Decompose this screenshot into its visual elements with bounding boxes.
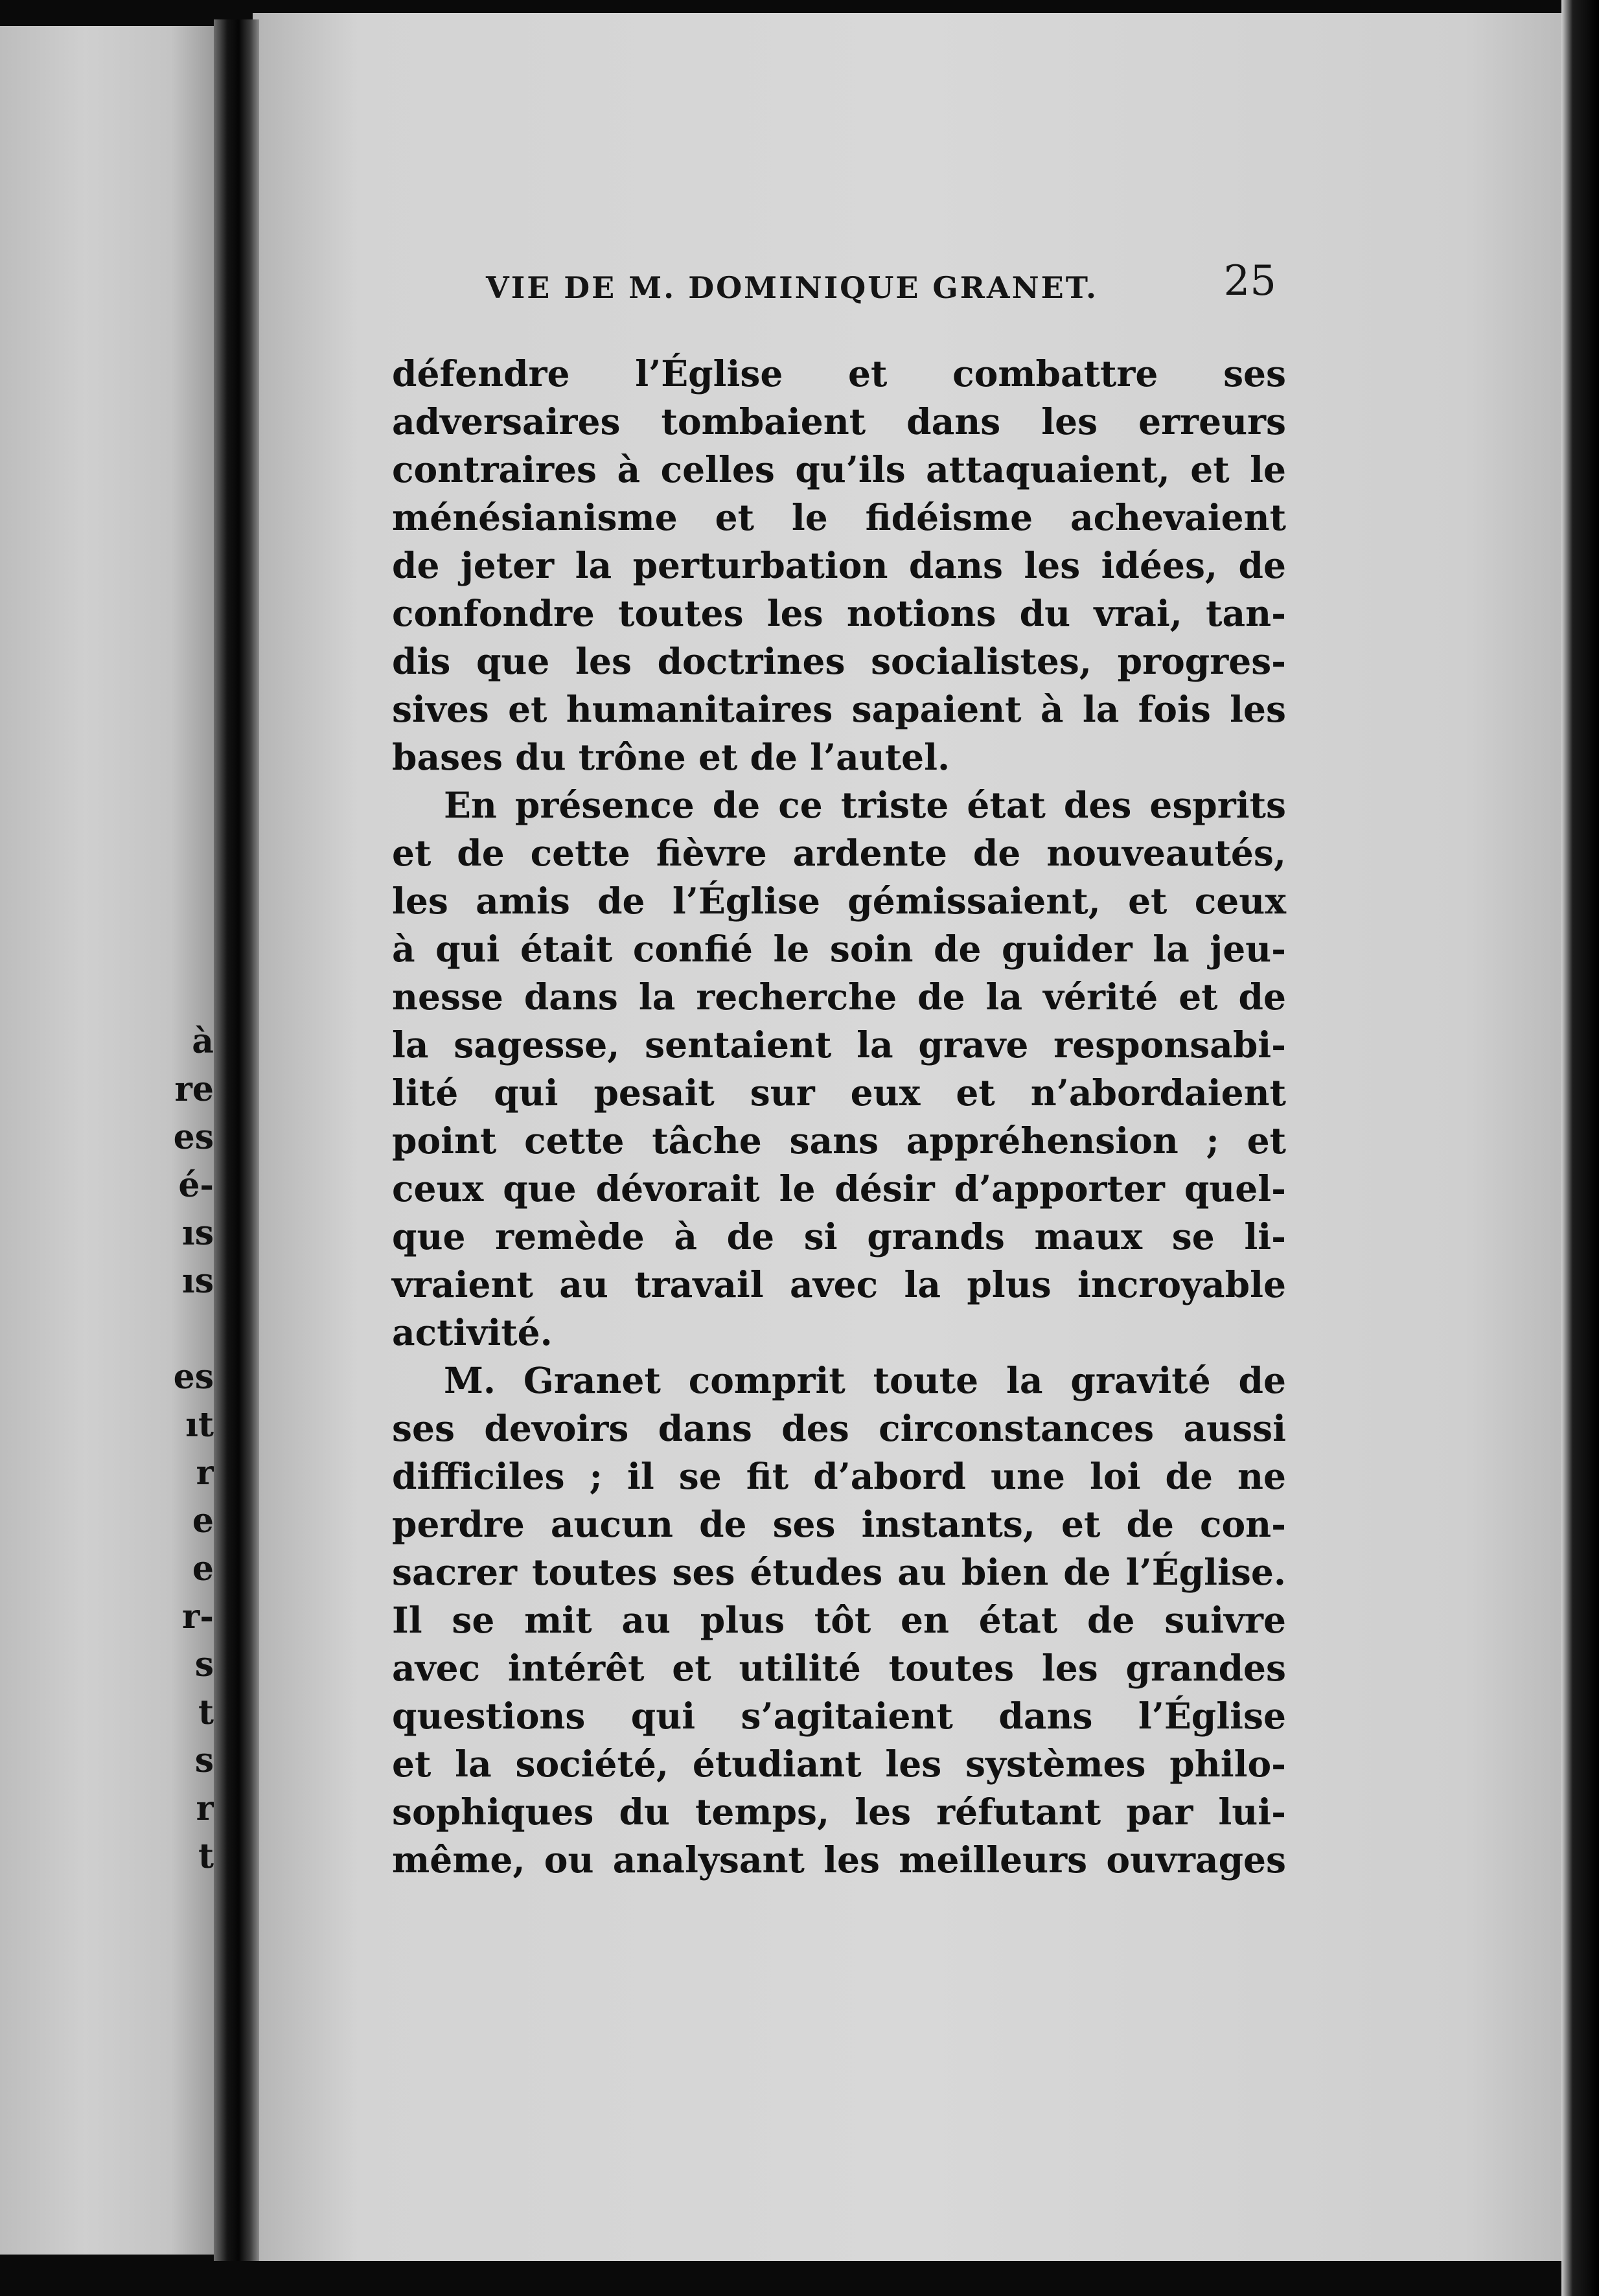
left-page-fragment: e [192,1549,214,1589]
text-line: la sagesse, sentaient la grave responsabi- [392,1024,1286,1066]
left-page-fragment: ıs [181,1261,214,1301]
left-page-fragment: r- [182,1597,214,1636]
text-line: perdre aucun de ses instants, et de con- [392,1503,1286,1545]
text-line: vraient au travail avec la plus incroyable [392,1263,1286,1305]
left-facing-page [0,26,214,2255]
text-line: lité qui pesait sur eux et n’abordaient [392,1072,1286,1114]
text-line: et la société, étudiant les systèmes philo- [392,1743,1286,1785]
left-page-fragment: r [196,1453,214,1493]
text-line: avec intérêt et utilité toutes les grandes [392,1647,1286,1689]
text-line: confondre toutes les notions du vrai, tan- [392,592,1286,634]
text-line: défendre l’Église et combattre ses [392,352,1286,395]
text-line: dis que les doctrines socialistes, progres- [392,640,1286,682]
text-line: même, ou analysant les meilleurs ouvrages [392,1839,1286,1881]
left-page-fragment: s [194,1741,214,1780]
text-line: sophiques du temps, les réfutant par lui- [392,1791,1286,1833]
left-page-fragment: es [173,1118,214,1157]
left-page-fragment: à [192,1022,214,1061]
left-page-fragment: r [196,1789,214,1828]
left-page-fragment: s [194,1645,214,1684]
text-line: difficiles ; il se fit d’abord une loi de ne [392,1455,1286,1497]
scan-right-edge [1561,0,1599,2296]
text-line: activité. [392,1311,553,1353]
text-line: nesse dans la recherche de la vérité et de [392,976,1286,1018]
text-line: bases du trône et de l’autel. [392,736,950,778]
left-page-fragment: t [198,1693,214,1732]
left-page-fragment: e [192,1501,214,1541]
text-line: M. Granet comprit toute la gravité de [444,1359,1286,1401]
running-head [486,249,1276,308]
text-line: ceux que dévorait le désir d’apporter quel- [392,1167,1286,1210]
book-gutter [214,19,259,2261]
text-line: point cette tâche sans appréhension ; et [392,1119,1286,1162]
left-page-fragment: ıt [185,1405,214,1445]
body-text [392,350,1286,1884]
text-line: ménésianisme et le fidéisme achevaient [392,496,1286,538]
text-line: de jeter la perturbation dans les idées, de [392,544,1286,586]
text-line: les amis de l’Église gémissaient, et ceux [392,880,1286,922]
text-line: questions qui s’agitaient dans l’Église [392,1695,1286,1737]
text-line: sacrer toutes ses études au bien de l’Église. [392,1551,1286,1593]
left-page-fragment: es [173,1357,214,1397]
left-page-fragment: t [198,1837,214,1876]
page-number: 25 [1223,257,1276,305]
text-line: sives et humanitaires sapaient à la fois les [392,688,1286,730]
left-page-fragment: ıs [181,1213,214,1253]
text-line: que remède à de si grands maux se li- [392,1215,1286,1257]
text-line: contraires à celles qu’ils attaquaient, et le [392,448,1286,490]
text-line: et de cette fièvre ardente de nouveautés, [392,832,1286,874]
left-page-fragment: re [174,1070,214,1109]
left-page-fragment: é- [178,1165,214,1205]
text-line: En présence de ce triste état des esprits [444,784,1286,826]
text-line: ses devoirs dans des circonstances aussi [392,1407,1286,1449]
running-head-title: VIE DE M. DOMINIQUE GRANET. [486,270,1099,305]
text-line: Il se mit au plus tôt en état de suivre [392,1599,1286,1641]
text-line: à qui était confié le soin de guider la jeu- [392,928,1286,970]
text-line: adversaires tombaient dans les erreurs [392,400,1286,442]
